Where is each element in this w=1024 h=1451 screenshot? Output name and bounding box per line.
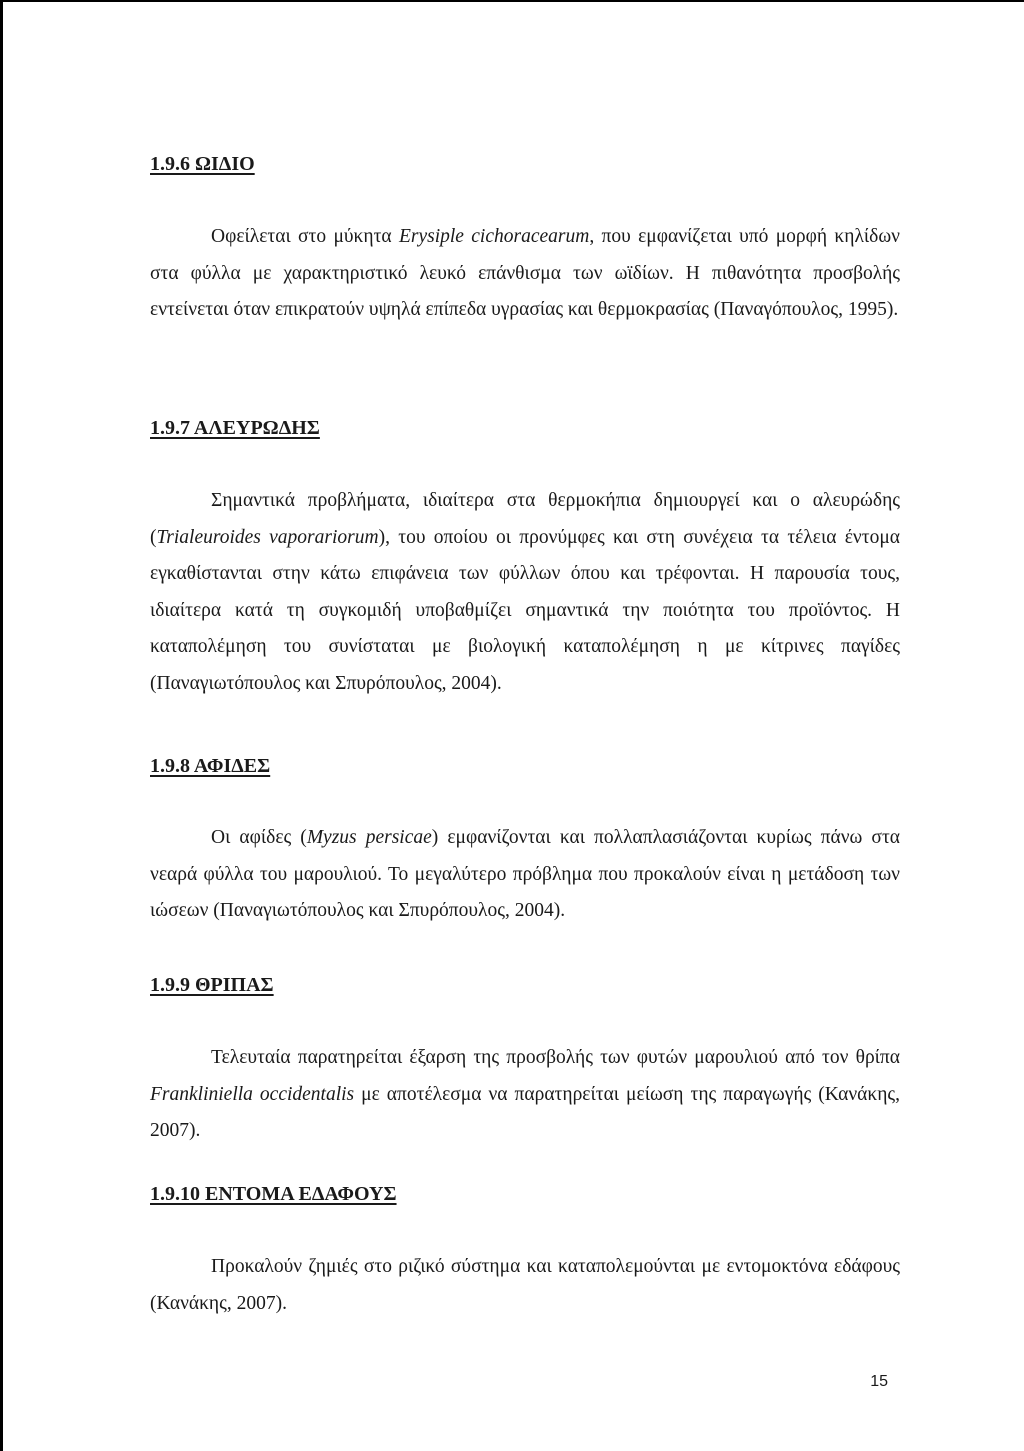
text-run: Σημαντικά προβλήματα, ιδιαίτερα στα θερμοκήπια δημιουργεί και ο αλευρώδης ( — [150, 490, 900, 548]
section-heading: 1.9.6 ΩΙΔΙΟ — [150, 153, 255, 175]
species-name: Myzus persicae — [306, 827, 432, 848]
section-paragraph — [150, 820, 900, 930]
section-aleyrodis — [150, 416, 900, 703]
text-run: Τελευταία παρατηρείται έξαρση της προσβολής των φυτών μαρουλιού από τον θρίπα — [211, 1047, 900, 1068]
species-name: Trialeuroides vaporariorum — [156, 526, 379, 548]
text-run: ), του οποίου οι προνύμφες και στη συνέχεια τα τέλεια έντομα εγκαθίστανται στην κάτω επιφάνεια των φύλλων όπου και τρέφονται. Η παρουσία τους, ιδιαίτερα κατά τη συγκομιδή υποβαθμίζει σημαντικά την ποιότητα του προϊόντος. Η καταπολέμηση του συνίσταται με βιολογική καταπολέμηση η με κίτρινες παγίδες (Παναγιωτόπουλος και Σπυρόπουλος, 2004). — [150, 526, 900, 694]
text-run: , που εμφανίζεται υπό μορφή κηλίδων στα φύλλα με χαρακτηριστικό λευκό επάνθισμα των ωϊδίων. Η πιθανότητα προσβολής εντείνεται όταν επικρατούν υψηλά επίπεδα υγρασίας και θερμοκρασίας (Παναγόπουλος, 1995). — [150, 226, 900, 321]
text-run: Προκαλούν ζημιές στο ριζικό σύστημα και καταπολεμούνται με εντομοκτόνα εδάφους (Κανάκης, 2007). — [150, 1256, 900, 1314]
section-heading: 1.9.8 ΑΦΙΔΕΣ — [150, 755, 271, 777]
text-run: ) εμφανίζονται και πολλαπλασιάζονται κυρίως πάνω στα νεαρά φύλλα του μαρουλιού. Το μεγαλύτερο πρόβλημα που προκαλούν είναι η μετάδοση των ιώσεων (Παναγιωτόπουλος και Σπυρόπουλος, 2004). — [150, 827, 900, 922]
section-paragraph — [150, 219, 900, 329]
section-entoma-edafous — [150, 1182, 900, 1322]
species-name: Frankliniella occidentalis — [150, 1083, 355, 1105]
section-heading: 1.9.10 ΕΝΤΟΜΑ ΕΔΑΦΟΥΣ — [150, 1183, 397, 1205]
section-paragraph — [150, 483, 900, 703]
text-run: με αποτέλεσμα να παρατηρείται μείωση της παραγωγής (Κανάκης, 2007). — [150, 1083, 900, 1142]
section-oidio — [150, 152, 900, 329]
section-paragraph — [150, 1249, 900, 1322]
page-number: 15 — [870, 1373, 888, 1390]
section-paragraph — [150, 1040, 900, 1150]
text-run: Οφείλεται στο μύκητα — [211, 226, 399, 247]
section-heading: 1.9.9 ΘΡΙΠΑΣ — [150, 974, 274, 996]
section-heading: 1.9.7 ΑΛΕΥΡΩΔΗΣ — [150, 417, 320, 439]
text-run: Οι αφίδες ( — [211, 827, 307, 848]
species-name: Erysiple cichoracearum — [398, 226, 590, 247]
section-afides — [150, 754, 900, 930]
section-thripas — [150, 973, 900, 1150]
